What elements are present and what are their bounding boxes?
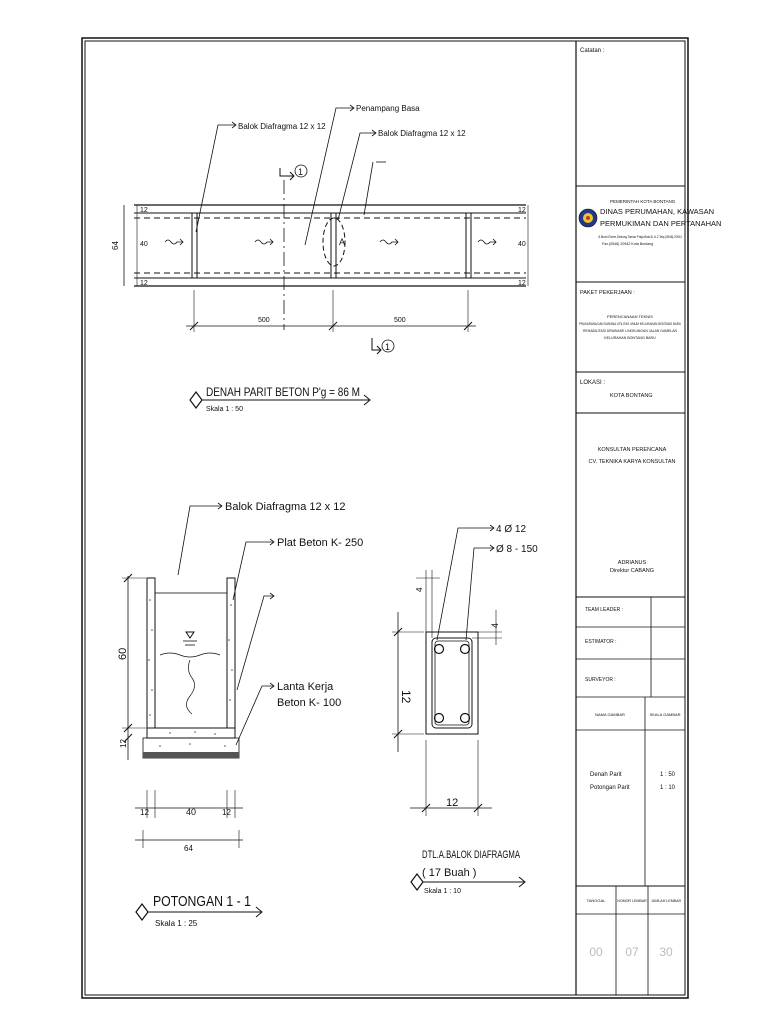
dim-64-section: 64 — [184, 844, 193, 853]
title-marker-icon — [136, 904, 148, 920]
label-lanta-2: Beton K- 100 — [277, 697, 342, 709]
address-line-2: Fax.(0548) 20942 Kota Bontang — [602, 242, 654, 246]
paket-label: PAKET PEKERJAAN : — [580, 290, 635, 296]
detail-title: DTL.A.BALOK DIAFRAGMA — [422, 849, 521, 861]
water-level-icon — [186, 632, 194, 638]
drawing-scale-1: 1 : 50 — [660, 772, 676, 778]
detail-mark: A — [339, 237, 346, 247]
left-wall — [147, 578, 155, 728]
title-block — [576, 48, 721, 995]
nama-gambar-header: NAMA GAMBAR — [595, 712, 625, 717]
title-marker-icon — [190, 392, 202, 408]
dim-12-bottom-right: 12 — [518, 280, 526, 287]
skala-gambar-header: SKALA GAMBAR — [649, 712, 681, 717]
diaphragm-beam — [466, 213, 471, 278]
tanggal-value: 00 — [589, 945, 603, 959]
estimator-label: ESTIMATOR : — [585, 639, 617, 645]
dim-500-right: 500 — [394, 317, 406, 324]
inner-border — [85, 41, 685, 995]
tanggal-header: TANGGAL — [586, 898, 606, 903]
detail-scale: Skala 1 : 10 — [424, 888, 461, 895]
dim-40: 40 — [140, 241, 148, 248]
dim-12-vertical: 12 — [119, 739, 128, 748]
label-lanta-1: Lanta Kerja — [277, 681, 334, 693]
section-view — [117, 501, 363, 928]
lokasi-label: LOKASI : — [580, 380, 606, 386]
director-title: Direktur CABANG — [609, 568, 655, 574]
dim-12-detail-horizontal: 12 — [446, 797, 459, 809]
jumlah-lembar-value: 30 — [659, 945, 673, 959]
work-floor-base — [143, 752, 239, 758]
plan-scale: Skala 1 : 50 — [206, 406, 243, 413]
address-line-1: Jl.Moch.Roem,Gedung Taman Praja Blok.III Lt.2 Telp.(0548) 20941 — [598, 235, 682, 239]
dim-12-top-right: 12 — [518, 207, 526, 214]
dim-12-top: 12 — [140, 207, 148, 214]
drawing-name-1: Denah Parit — [590, 772, 622, 778]
city-logo-icon — [579, 209, 597, 227]
label-balok-1: Balok Diafragma 12 x 12 — [238, 122, 326, 131]
label-rebar: 4 Ø 12 — [496, 524, 527, 535]
dim-4-right: 4 — [490, 622, 500, 628]
dim-40-right: 40 — [518, 241, 526, 248]
label-balok-section: Balok Diafragma 12 x 12 — [225, 501, 346, 513]
dim-12-detail-vertical: 12 — [399, 690, 413, 704]
diaphragm-beam — [331, 213, 336, 278]
label-penampang: Penampang Basa — [356, 104, 420, 113]
dept-line-2: PERMUKIMAN DAN PERTANAHAN — [600, 219, 722, 228]
drawing-name-2: Potongan Parit — [590, 785, 630, 791]
dim-40-section: 40 — [186, 807, 197, 817]
detail-subtitle: ( 17 Buah ) — [422, 867, 477, 879]
outer-border — [82, 38, 688, 998]
dim-4-top: 4 — [415, 587, 424, 592]
diaphragm-beam — [192, 213, 197, 278]
channel-interior — [155, 593, 227, 728]
beam-outline — [426, 632, 478, 734]
dim-500-left: 500 — [258, 317, 270, 324]
section-mark-top: 1 — [298, 167, 304, 177]
stirrup-outer — [432, 638, 472, 728]
plan-view — [111, 104, 528, 413]
section-title: POTONGAN 1 - 1 — [153, 893, 251, 910]
surveyor-label: SURVEYOR : — [585, 677, 616, 683]
dim-12-right: 12 — [222, 808, 231, 817]
right-wall — [227, 578, 235, 728]
paket-line-3: REHABILITASI DRAINASE LINGKUNGAN JALAN GAMELAN — [583, 329, 678, 333]
base-slab — [147, 728, 235, 738]
label-stirrup: Ø 8 - 150 — [496, 544, 538, 555]
rebar — [435, 645, 444, 654]
dim-12-bottom: 12 — [140, 280, 148, 287]
nomor-lembar-value: 07 — [625, 945, 639, 959]
nomor-lembar-header: NOMOR LEMBAR — [617, 899, 647, 903]
rebar — [461, 714, 470, 723]
section-scale: Skala 1 : 25 — [155, 919, 198, 928]
detail-view — [392, 524, 538, 895]
dept-line-1: DINAS PERUMAHAN, KAWASAN — [600, 207, 715, 216]
label-balok-2: Balok Diafragma 12 x 12 — [378, 129, 466, 138]
jumlah-lembar-header: JUMLAH LEMBAR — [650, 899, 682, 903]
dim-60: 60 — [117, 647, 129, 660]
lokasi-value: KOTA BONTANG — [610, 393, 653, 399]
section-mark-bottom: 1 — [385, 342, 391, 352]
rebar — [435, 714, 444, 723]
dim-64: 64 — [111, 241, 120, 250]
plan-title: DENAH PARIT BETON P'g = 86 M — [206, 385, 360, 399]
director-name: ADRIANUS — [617, 560, 647, 566]
paket-line-1: PERENCANAAN TEKNIS — [607, 314, 653, 319]
paket-line-4: KELURAHAN BONTANG BARU — [604, 336, 656, 340]
team-leader-label: TEAM LEADER : — [585, 607, 624, 613]
drawing-scale-2: 1 : 10 — [660, 785, 676, 791]
concrete-hatch — [148, 599, 233, 747]
konsultan-line-2: CV. TEKNIKA KARYA KONSULTAN — [588, 459, 676, 465]
catatan-label: Catatan : — [580, 48, 605, 54]
rebar — [461, 645, 470, 654]
paket-line-2: PRASARANA DAN SARANA UTILITAS UMUM KELURAHAN BONTANG BARU — [579, 322, 682, 326]
label-plat: Plat Beton K- 250 — [277, 537, 364, 549]
konsultan-line-1: KONSULTAN PERENCANA — [597, 447, 667, 453]
dim-12-left: 12 — [140, 808, 149, 817]
gov-line: PEMERINTAH KOTA BONTANG — [610, 199, 676, 204]
